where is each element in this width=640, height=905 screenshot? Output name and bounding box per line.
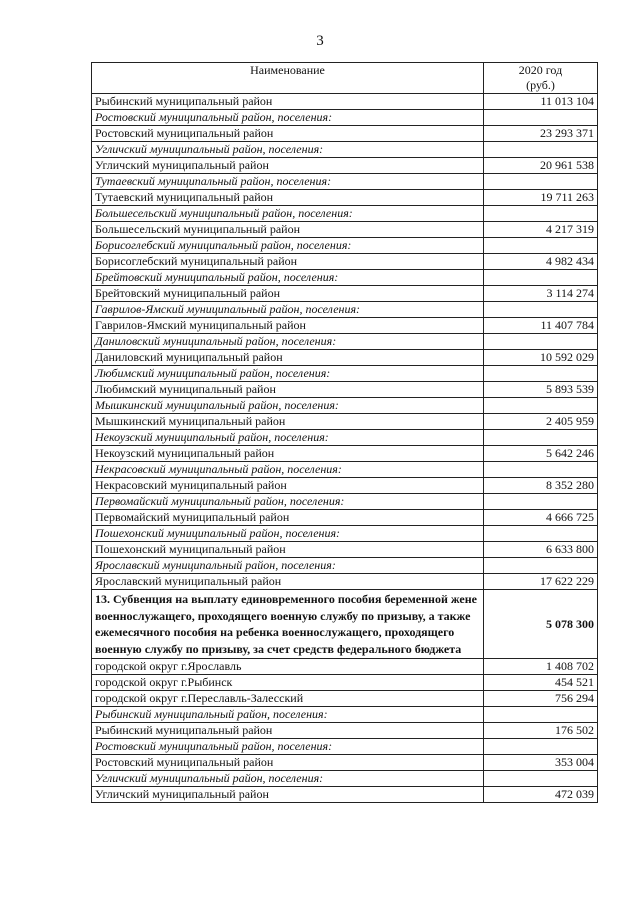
row-value bbox=[484, 526, 598, 542]
row-value bbox=[484, 430, 598, 446]
table-row bbox=[92, 254, 598, 270]
table-row bbox=[92, 787, 598, 803]
row-name: Даниловский муниципальный район bbox=[92, 350, 484, 366]
table-row bbox=[92, 675, 598, 691]
row-value: 11 013 104 bbox=[484, 94, 598, 110]
row-value bbox=[484, 302, 598, 318]
row-name: Любимский муниципальный район bbox=[92, 382, 484, 398]
row-name: Ростовский муниципальный район, поселения: bbox=[92, 739, 484, 755]
table-row bbox=[92, 414, 598, 430]
row-value bbox=[484, 334, 598, 350]
district-header-row bbox=[92, 398, 598, 414]
row-value bbox=[484, 174, 598, 190]
row-name: Рыбинский муниципальный район, поселения: bbox=[92, 707, 484, 723]
district-header-row bbox=[92, 142, 598, 158]
column-header-name: Наименование bbox=[92, 63, 484, 94]
row-value: 17 622 229 bbox=[484, 574, 598, 590]
row-name: Тутаевский муниципальный район, поселения: bbox=[92, 174, 484, 190]
row-value: 4 666 725 bbox=[484, 510, 598, 526]
row-value: 756 294 bbox=[484, 691, 598, 707]
row-value: 10 592 029 bbox=[484, 350, 598, 366]
district-header-row bbox=[92, 206, 598, 222]
column-header-year bbox=[484, 63, 598, 94]
table-row bbox=[92, 350, 598, 366]
row-name: Некрасовский муниципальный район, поселения: bbox=[92, 462, 484, 478]
row-name: городской округ г.Ярославль bbox=[92, 659, 484, 675]
row-name: Ярославский муниципальный район, поселения: bbox=[92, 558, 484, 574]
row-value: 5 078 300 bbox=[484, 590, 598, 659]
row-value: 5 893 539 bbox=[484, 382, 598, 398]
row-value: 4 217 319 bbox=[484, 222, 598, 238]
district-header-row bbox=[92, 302, 598, 318]
row-value bbox=[484, 398, 598, 414]
column-header-year-line2: (руб.) bbox=[526, 78, 555, 92]
table-row bbox=[92, 478, 598, 494]
row-name: Даниловский муниципальный район, поселения: bbox=[92, 334, 484, 350]
row-name: Ростовский муниципальный район bbox=[92, 755, 484, 771]
table-row bbox=[92, 94, 598, 110]
row-name: Брейтовский муниципальный район, поселения: bbox=[92, 270, 484, 286]
row-value: 353 004 bbox=[484, 755, 598, 771]
district-header-row bbox=[92, 526, 598, 542]
table-row bbox=[92, 126, 598, 142]
row-value: 6 633 800 bbox=[484, 542, 598, 558]
district-header-row bbox=[92, 739, 598, 755]
budget-table bbox=[91, 62, 598, 803]
row-name: Мышкинский муниципальный район bbox=[92, 414, 484, 430]
district-header-row bbox=[92, 494, 598, 510]
district-header-row bbox=[92, 174, 598, 190]
table-row bbox=[92, 542, 598, 558]
table-row bbox=[92, 382, 598, 398]
table-row bbox=[92, 222, 598, 238]
row-name: Первомайский муниципальный район, поселения: bbox=[92, 494, 484, 510]
section-row bbox=[92, 590, 598, 659]
district-header-row bbox=[92, 430, 598, 446]
row-name: Большесельский муниципальный район, поселения: bbox=[92, 206, 484, 222]
row-name: Ростовский муниципальный район bbox=[92, 126, 484, 142]
district-header-row bbox=[92, 462, 598, 478]
row-name: 13. Субвенция на выплату единовременного пособия беременной жене военнослужащего, проходящего военную службу по призыву, а также ежемесячного пособия на ребенка военнослужащего, проходящего военную службу по призыву, за счет средств федерального бюджета bbox=[92, 590, 484, 659]
district-header-row bbox=[92, 366, 598, 382]
row-name: Угличский муниципальный район bbox=[92, 158, 484, 174]
table-row bbox=[92, 190, 598, 206]
row-name: Некрасовский муниципальный район bbox=[92, 478, 484, 494]
row-name: Рыбинский муниципальный район bbox=[92, 723, 484, 739]
row-name: Любимский муниципальный район, поселения: bbox=[92, 366, 484, 382]
table-row bbox=[92, 574, 598, 590]
table-row bbox=[92, 723, 598, 739]
table-row bbox=[92, 659, 598, 675]
row-value: 3 114 274 bbox=[484, 286, 598, 302]
table-row bbox=[92, 446, 598, 462]
row-value: 11 407 784 bbox=[484, 318, 598, 334]
row-name: Большесельский муниципальный район bbox=[92, 222, 484, 238]
row-name: Угличский муниципальный район, поселения: bbox=[92, 142, 484, 158]
column-header-year-line1: 2020 год bbox=[518, 63, 563, 77]
row-value bbox=[484, 270, 598, 286]
row-value: 5 642 246 bbox=[484, 446, 598, 462]
district-header-row bbox=[92, 707, 598, 723]
table-row bbox=[92, 510, 598, 526]
row-name: Тутаевский муниципальный район bbox=[92, 190, 484, 206]
district-header-row bbox=[92, 771, 598, 787]
row-value bbox=[484, 238, 598, 254]
row-value: 23 293 371 bbox=[484, 126, 598, 142]
row-name: Ярославский муниципальный район bbox=[92, 574, 484, 590]
row-value bbox=[484, 110, 598, 126]
table-row bbox=[92, 286, 598, 302]
row-value bbox=[484, 739, 598, 755]
row-name: городской округ г.Переславль-Залесский bbox=[92, 691, 484, 707]
table-row bbox=[92, 158, 598, 174]
row-value: 1 408 702 bbox=[484, 659, 598, 675]
district-header-row bbox=[92, 110, 598, 126]
row-name: Первомайский муниципальный район bbox=[92, 510, 484, 526]
table-row bbox=[92, 755, 598, 771]
row-name: Мышкинский муниципальный район, поселения: bbox=[92, 398, 484, 414]
district-header-row bbox=[92, 558, 598, 574]
page-number: 3 bbox=[316, 33, 324, 49]
row-value: 19 711 263 bbox=[484, 190, 598, 206]
row-name: Ростовский муниципальный район, поселения: bbox=[92, 110, 484, 126]
row-value: 2 405 959 bbox=[484, 414, 598, 430]
row-value: 4 982 434 bbox=[484, 254, 598, 270]
row-name: Рыбинский муниципальный район bbox=[92, 94, 484, 110]
row-value bbox=[484, 707, 598, 723]
row-value bbox=[484, 558, 598, 574]
table-row bbox=[92, 691, 598, 707]
row-name: Некоузский муниципальный район, поселения: bbox=[92, 430, 484, 446]
row-name: Угличский муниципальный район bbox=[92, 787, 484, 803]
row-value: 8 352 280 bbox=[484, 478, 598, 494]
row-value: 20 961 538 bbox=[484, 158, 598, 174]
row-name: Борисоглебский муниципальный район, поселения: bbox=[92, 238, 484, 254]
row-value: 176 502 bbox=[484, 723, 598, 739]
row-value bbox=[484, 366, 598, 382]
row-value bbox=[484, 462, 598, 478]
row-value bbox=[484, 206, 598, 222]
row-name: Гаврилов-Ямский муниципальный район, поселения: bbox=[92, 302, 484, 318]
row-name: Пошехонский муниципальный район bbox=[92, 542, 484, 558]
row-value bbox=[484, 771, 598, 787]
row-name: Некоузский муниципальный район bbox=[92, 446, 484, 462]
row-name: Угличский муниципальный район, поселения: bbox=[92, 771, 484, 787]
row-name: городской округ г.Рыбинск bbox=[92, 675, 484, 691]
row-value bbox=[484, 494, 598, 510]
district-header-row bbox=[92, 334, 598, 350]
row-name: Гаврилов-Ямский муниципальный район bbox=[92, 318, 484, 334]
table-header-row bbox=[92, 63, 598, 94]
row-name: Брейтовский муниципальный район bbox=[92, 286, 484, 302]
row-name: Пошехонский муниципальный район, поселения: bbox=[92, 526, 484, 542]
row-name: Борисоглебский муниципальный район bbox=[92, 254, 484, 270]
row-value: 472 039 bbox=[484, 787, 598, 803]
district-header-row bbox=[92, 270, 598, 286]
row-value: 454 521 bbox=[484, 675, 598, 691]
table-row bbox=[92, 318, 598, 334]
row-value bbox=[484, 142, 598, 158]
district-header-row bbox=[92, 238, 598, 254]
